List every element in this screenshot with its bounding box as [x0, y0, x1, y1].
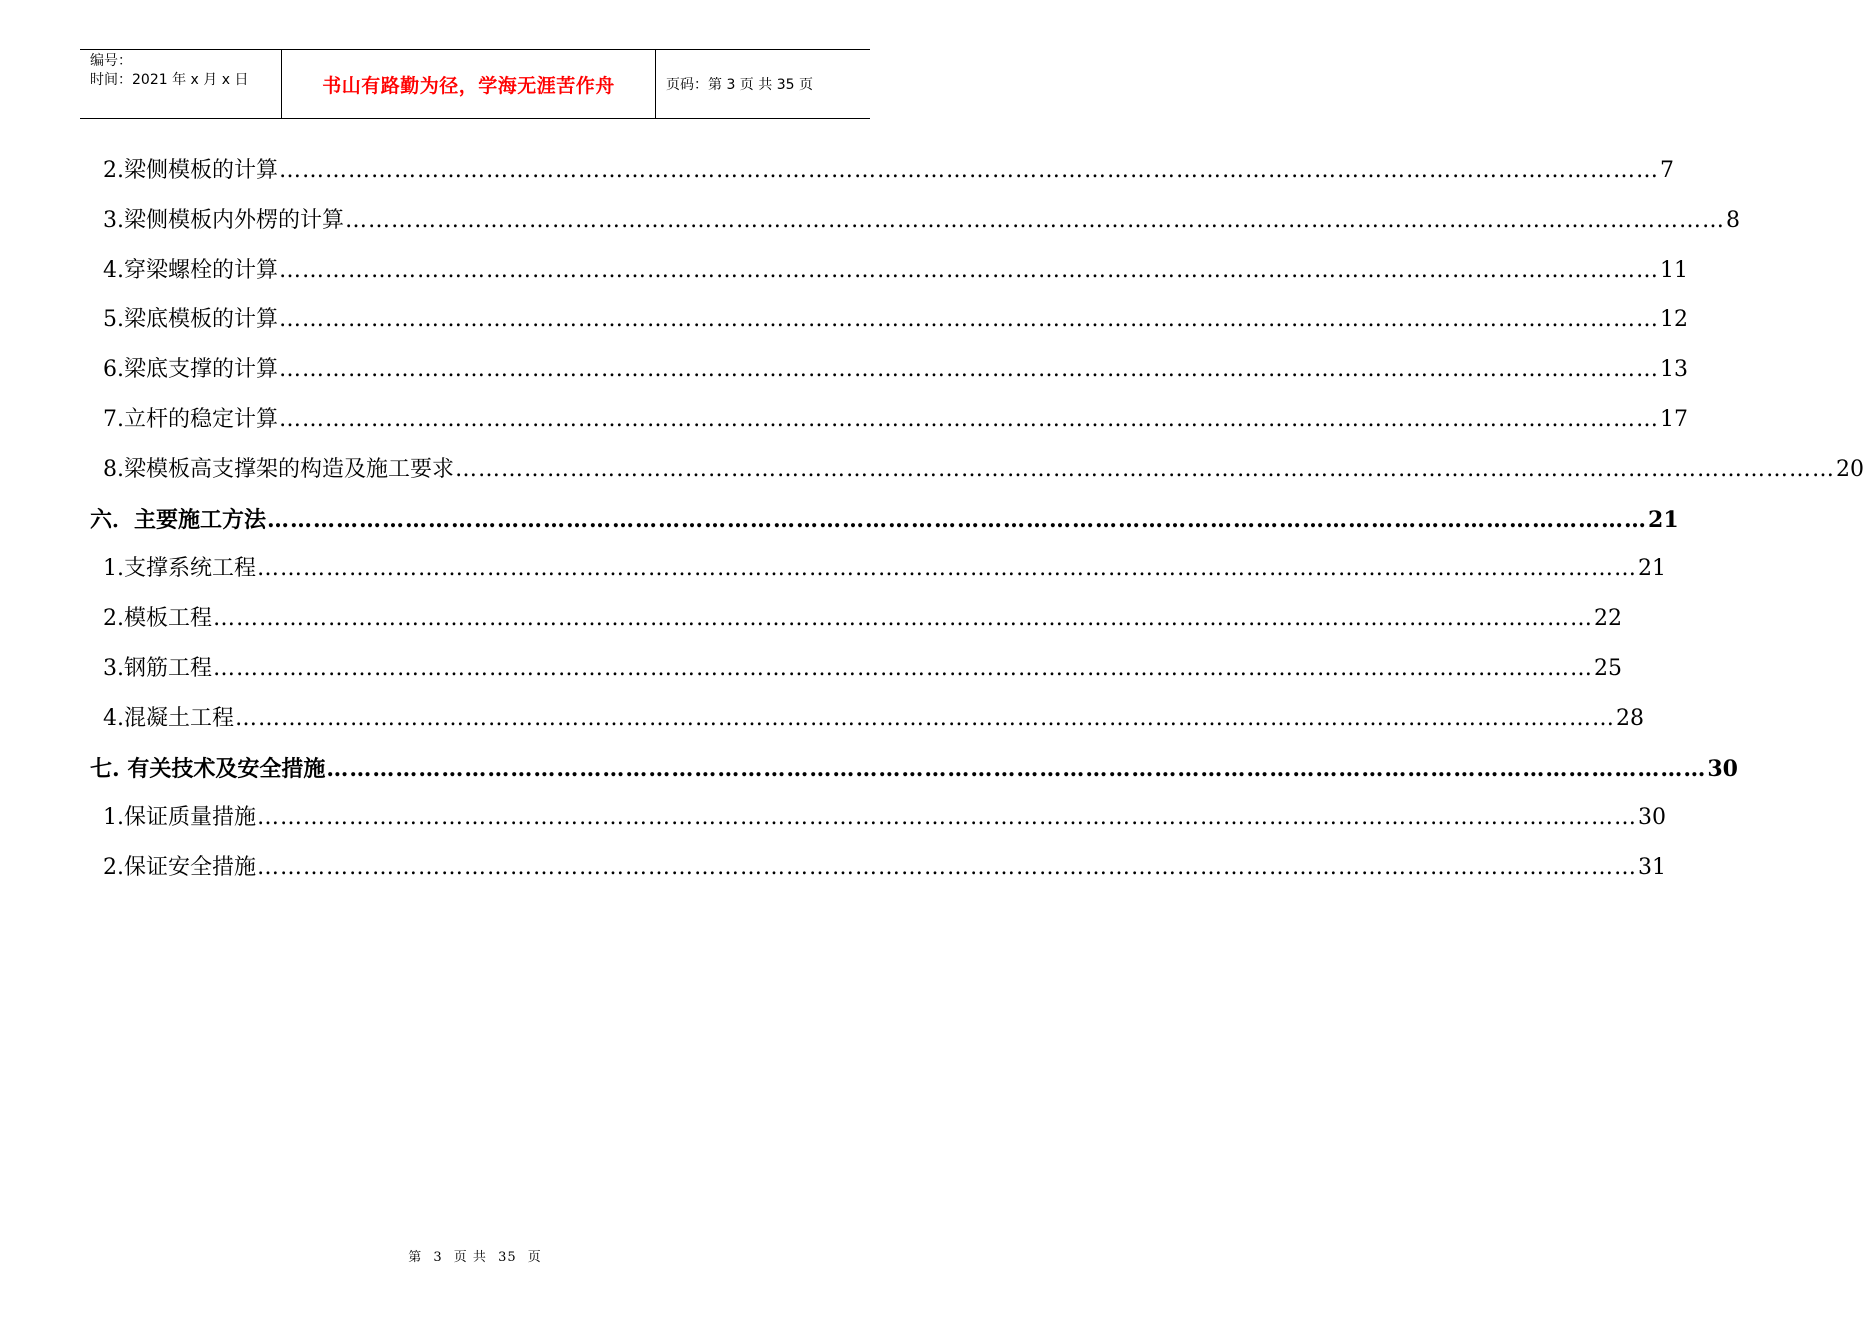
toc-entry-page: 30 [1638, 805, 1666, 830]
toc-entry-page: 8 [1726, 208, 1740, 233]
toc-section-label: 七. 有关技术及安全措施 [90, 756, 326, 782]
toc-entry-label: 7.立杆的稳定计算 [103, 407, 278, 432]
toc-dot-leader: ……………………………………………………………………………………………………………………………………………………………… [257, 855, 1637, 880]
document-time-label: 时间：2021 年 x 月 x 日 [90, 72, 249, 88]
toc-dot-leader: ……………………………………………………………………………………………………………………………………………………………… [279, 258, 1659, 283]
toc-dot-leader: ……………………………………………………………………………………………………………………………………………………………… [235, 706, 1615, 731]
toc-entry-label: 5.梁底模板的计算 [103, 307, 278, 332]
toc-entry-page: 21 [1638, 556, 1666, 581]
header-motto: 书山有路勤为径，学海无涯苦作舟 [322, 74, 615, 97]
toc-entry-label: 2.梁侧模板的计算 [103, 158, 278, 183]
toc-dot-leader: ……………………………………………………………………………………………………………………………………………………………… [326, 756, 1707, 782]
footer-middle: 页 共 [453, 1250, 487, 1265]
toc-entry-page: 31 [1638, 855, 1666, 880]
toc-entry[interactable] [103, 206, 1740, 236]
toc-dot-leader: ……………………………………………………………………………………………………………………………………………………………… [279, 158, 1659, 183]
toc-entry-page: 11 [1660, 258, 1688, 283]
toc-dot-leader: ……………………………………………………………………………………………………………………………………………………………… [345, 208, 1725, 233]
toc-dot-leader: ……………………………………………………………………………………………………………………………………………………………… [257, 805, 1637, 830]
document-number-label: 编号： [90, 53, 132, 69]
toc-dot-leader: ……………………………………………………………………………………………………………………………………………………………… [267, 507, 1648, 533]
footer-current-page: 3 [433, 1250, 443, 1265]
toc-entry[interactable] [103, 455, 1864, 485]
toc-entry[interactable] [103, 156, 1674, 186]
toc-entry-label: 4.穿梁螺栓的计算 [103, 258, 278, 283]
toc-entry[interactable] [103, 803, 1666, 833]
toc-entry-label: 1.支撑系统工程 [103, 556, 256, 581]
toc-section-page: 30 [1707, 756, 1738, 782]
toc-entry-label: 2.模板工程 [103, 606, 212, 631]
toc-entry-label: 3.梁侧模板内外楞的计算 [103, 208, 344, 233]
header-meta-cell [80, 50, 282, 118]
toc-dot-leader: ……………………………………………………………………………………………………………………………………………………………… [213, 656, 1593, 681]
toc-entry[interactable] [103, 305, 1688, 335]
toc-section-label: 六．主要施工方法 [90, 507, 267, 533]
toc-entry-page: 17 [1660, 407, 1688, 432]
toc-dot-leader: ……………………………………………………………………………………………………………………………………………………………… [213, 606, 1593, 631]
toc-entry-label: 3.钢筋工程 [103, 656, 212, 681]
toc-entry-page: 20 [1836, 457, 1864, 482]
toc-entry[interactable] [103, 355, 1688, 385]
toc-entry-page: 28 [1616, 706, 1644, 731]
toc-entry[interactable] [103, 256, 1688, 286]
toc-entry[interactable] [103, 554, 1666, 584]
toc-entry-page: 13 [1660, 357, 1688, 382]
toc-entry-label: 4.混凝土工程 [103, 706, 234, 731]
toc-entry[interactable] [103, 604, 1622, 634]
header-page-info: 页码：第 3 页 共 35 页 [666, 77, 813, 93]
header-motto-cell [282, 50, 656, 118]
toc-dot-leader: ……………………………………………………………………………………………………………………………………………………………… [279, 407, 1659, 432]
toc-entry-page: 22 [1594, 606, 1622, 631]
page-footer [0, 1246, 950, 1265]
toc-section-page: 21 [1648, 507, 1679, 533]
toc-entry-page: 25 [1594, 656, 1622, 681]
toc-dot-leader: ……………………………………………………………………………………………………………………………………………………………… [257, 556, 1637, 581]
toc-entry-page: 12 [1660, 307, 1688, 332]
toc-section-entry[interactable] [90, 505, 1679, 535]
toc-entry[interactable] [103, 704, 1644, 734]
toc-entry-label: 6.梁底支撑的计算 [103, 357, 278, 382]
toc-dot-leader: ……………………………………………………………………………………………………………………………………………………………… [279, 307, 1659, 332]
footer-suffix: 页 [527, 1250, 542, 1265]
toc-entry[interactable] [103, 654, 1622, 684]
toc-entry[interactable] [103, 405, 1688, 435]
toc-dot-leader: ……………………………………………………………………………………………………………………………………………………………… [455, 457, 1835, 482]
toc-entry-label: 8.梁模板高支撑架的构造及施工要求 [103, 457, 454, 482]
toc-entry-page: 7 [1660, 158, 1674, 183]
toc-dot-leader: ……………………………………………………………………………………………………………………………………………………………… [279, 357, 1659, 382]
page-header [80, 49, 870, 119]
toc-entry-label: 1.保证质量措施 [103, 805, 256, 830]
footer-prefix: 第 [408, 1250, 423, 1265]
header-page-cell [656, 50, 870, 118]
toc-entry-label: 2.保证安全措施 [103, 855, 256, 880]
footer-total-pages: 35 [498, 1250, 517, 1265]
toc-entry[interactable] [103, 853, 1666, 883]
toc-section-entry[interactable] [90, 754, 1738, 784]
